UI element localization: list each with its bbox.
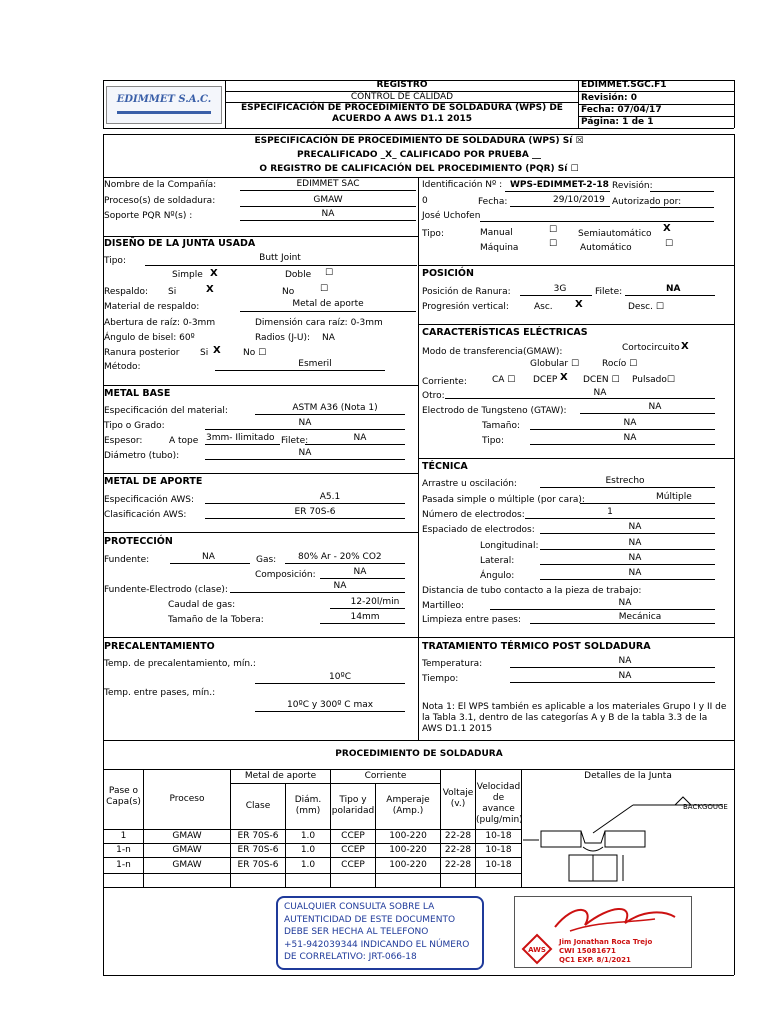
automatic-checkbox[interactable]: ☐ [665, 239, 674, 249]
other-value: NA [593, 388, 607, 398]
longitudinal-label: Longitudinal: [480, 541, 539, 551]
doc-code: EDIMMET.SGC.F1 [581, 80, 667, 90]
revision-label: Revisión: [612, 181, 653, 191]
stamp-line-3: DEBE SER HECHA AL TELEFONO [284, 927, 429, 937]
backing-material-value: Metal de aporte [292, 299, 364, 309]
backing-no-label: No [282, 287, 295, 297]
cell-diameter: 1.0 [300, 831, 316, 841]
cell-amperage: 100-220 [389, 831, 427, 841]
preheat-min-value: 10ºC [329, 672, 351, 682]
weave-label: Arrastre u oscilación: [422, 479, 517, 489]
stamp-line-1: CUALQUIER CONSULTA SOBRE LA [284, 902, 435, 912]
back-groove-label: Ranura posterior [104, 348, 180, 358]
angle-label: Ángulo: [480, 571, 515, 581]
inspector-stamp [514, 896, 692, 968]
backing-label: Respaldo: [104, 287, 149, 297]
pwht-time-label: Tiempo: [422, 674, 459, 684]
double-checkbox[interactable]: ☐ [325, 268, 334, 278]
cell-speed: 10-18 [485, 860, 512, 870]
method-label: Método: [104, 362, 141, 372]
cell-voltage: 22-28 [444, 831, 472, 841]
lateral-value: NA [628, 553, 642, 563]
angle-value: NA [628, 568, 642, 578]
thickness-label: Espesor: [104, 436, 143, 446]
root-pass [583, 847, 603, 851]
banner-line-3: O REGISTRO DE CALIFICACIÓN DEL PROCEDIMIENTO (PQR) Sí ☐ [259, 164, 579, 174]
tungsten-type-label: Tipo: [482, 436, 504, 446]
cell-diameter: 1.0 [300, 845, 316, 855]
material-spec-label: Especificación del material: [104, 406, 228, 416]
backgouge-label: BACKGOUGE [683, 803, 728, 811]
cell-voltage: 22-28 [444, 845, 472, 855]
groove-thickness-label: A tope [169, 436, 199, 446]
tungsten-type-value: NA [623, 433, 637, 443]
process-label: Proceso(s) de soldadura: [104, 196, 216, 206]
revision-value: 0 [422, 196, 428, 206]
filler-metal-title: METAL DE APORTE [104, 476, 203, 487]
electrode-count-label: Número de electrodos: [422, 510, 525, 520]
position-title: POSICIÓN [422, 268, 474, 279]
gas-label: Gas: [256, 555, 277, 565]
semiautomatic-label: Semiautomático [578, 229, 652, 239]
aws-class-label: Clasificación AWS: [104, 510, 187, 520]
pwht-title: TRATAMIENTO TÉRMICO POST SOLDADURA [422, 641, 651, 652]
ctwd-label: Distancia de tubo contacto a la pieza de trabajo: [422, 586, 642, 596]
aws-logo-text: AWS [528, 946, 546, 954]
transfer-mode-label: Modo de transferencia(GMAW): [422, 347, 563, 357]
cell-class: ER 70S-6 [237, 860, 279, 870]
cell-pass: 1-n [116, 860, 131, 870]
cell-process: GMAW [172, 845, 202, 855]
type-label: Tipo: [422, 229, 444, 239]
doc-page: Página: 1 de 1 [581, 117, 654, 127]
col-filler: Metal de aporte [244, 771, 317, 781]
electrode-spacing-label: Espaciado de electrodos: [422, 525, 535, 535]
root-opening: Abertura de raíz: 0-3mm [104, 318, 216, 328]
fillet-thickness-label: Filete: [281, 436, 309, 446]
spray-option[interactable]: Rocío ☐ [602, 359, 638, 369]
flux-label: Fundente: [104, 555, 150, 565]
logo-text: EDIMMET S.A.C. [116, 94, 212, 105]
signature-underline [570, 919, 655, 931]
groove-position-label: Posición de Ranura: [422, 287, 511, 297]
procedure-title: PROCEDIMIENTO DE SOLDADURA [335, 749, 503, 759]
nozzle-size-value: 14mm [350, 612, 380, 622]
gas-flow-label: Caudal de gas: [168, 600, 236, 610]
current-label: Corriente: [422, 377, 467, 387]
electrical-title: CARACTERÍSTICAS ELÉCTRICAS [422, 327, 588, 338]
cell-class: ER 70S-6 [237, 831, 279, 841]
col-joint-details: Detalles de la Junta [584, 771, 672, 781]
joint-detail-drawing [523, 785, 733, 885]
cell-speed: 10-18 [485, 845, 512, 855]
registro-label: REGISTRO [376, 80, 428, 90]
electrode-count-value: 1 [607, 507, 613, 517]
material-spec-value: ASTM A36 (Nota 1) [292, 403, 378, 413]
interpass-value: 10ºC y 300º C max [287, 700, 374, 710]
backing-yes-mark[interactable]: X [206, 284, 214, 295]
vertical-progression-label: Progresión vertical: [422, 302, 509, 312]
aws-class-value: ER 70S-6 [294, 507, 336, 517]
cell-speed: 10-18 [485, 831, 512, 841]
ac-option[interactable]: CA ☐ [492, 375, 516, 385]
machine-checkbox[interactable]: ☐ [549, 239, 558, 249]
tungsten-label: Electrodo de Tungsteno (GTAW): [422, 406, 567, 416]
plate-left [541, 831, 581, 847]
short-circuit-label: Cortocircuito [622, 343, 680, 353]
cell-amperage: 100-220 [389, 845, 427, 855]
flux-value: NA [202, 552, 215, 562]
note-1: Nota 1: El WPS también es aplicable a los materiales Grupo I y II de la Tabla 3.1, dentro de las categorías A y B de la tabla 3.3 de la AWS D1.1 2015 [422, 702, 727, 734]
manual-label: Manual [480, 228, 513, 238]
cell-polarity: CCEP [341, 831, 365, 841]
groove-thickness-value: 3mm- Ilimitado [206, 433, 275, 443]
col-diameter: Diám. (mm) [294, 795, 322, 816]
banner-line-2: PRECALIFICADO _X_ CALIFICADO POR PRUEBA __ [297, 150, 541, 160]
pwht-temp-value: NA [618, 656, 632, 666]
company-name-label: Nombre de la Compañía: [104, 180, 217, 190]
joint-type-label: Tipo: [104, 256, 126, 266]
authorized-value: José Uchofen [422, 211, 481, 221]
process-value: GMAW [313, 195, 343, 205]
grade-value: NA [298, 418, 312, 428]
preheat-title: PRECALENTAMIENTO [104, 641, 215, 652]
date-value: 29/10/2019 [553, 195, 605, 205]
backing-material-label: Material de respaldo: [104, 302, 200, 312]
col-voltage: Voltaje (v.) [442, 788, 474, 809]
inspector-qc1: QC1 EXP. 8/1/2021 [559, 956, 631, 964]
inspector-name: Jim Jonathan Roca Trejo [559, 938, 653, 946]
simple-label: Simple [172, 270, 203, 280]
shielding-title: PROTECCIÓN [104, 536, 173, 547]
ascending-label: Asc. [534, 302, 553, 312]
interpass-label: Temp. entre pases, mín.: [104, 688, 216, 698]
simple-mark[interactable]: X [210, 268, 218, 279]
pqr-support-value: NA [321, 209, 335, 219]
radius-value: NA [322, 333, 335, 343]
base-metal-title: METAL BASE [104, 388, 171, 399]
pass-value: Múltiple [656, 492, 692, 502]
radius-label: Radios (J-U): [255, 333, 311, 343]
cleaning-label: Limpieza entre pases: [422, 615, 521, 625]
grade-label: Tipo o Grado: [104, 421, 165, 431]
col-speed: Velocidad de avance (pulg/min) [476, 782, 523, 825]
diameter-label: Diámetro (tubo): [104, 451, 180, 461]
pqr-support-label: Soporte PQR Nº(s) : [104, 211, 193, 221]
verification-stamp [276, 896, 484, 970]
pass-label: Pasada simple o múltiple (por cara): [422, 495, 585, 505]
cell-diameter: 1.0 [300, 860, 316, 870]
globular-option[interactable]: Globular ☐ [530, 359, 580, 369]
tungsten-value: NA [648, 402, 662, 412]
gas-flow-value: 12-20l/min [350, 597, 400, 607]
cleaning-value: Mecánica [618, 612, 662, 622]
technique-title: TÉCNICA [422, 461, 468, 472]
logo-bar [117, 111, 211, 114]
id-label: Identificación Nº : [422, 180, 503, 190]
root-face: Dimensión cara raíz: 0-3mm [255, 318, 383, 328]
method-value: Esmeril [298, 359, 332, 369]
composition-value: NA [353, 567, 367, 577]
nozzle-size-label: Tamaño de la Tobera: [168, 615, 264, 625]
lateral-label: Lateral: [480, 556, 515, 566]
gas-value: 80% Ar - 20% CO2 [298, 552, 382, 562]
company-logo [106, 86, 222, 124]
doc-revision: Revisión: 0 [581, 93, 638, 103]
other-label: Otro: [422, 391, 445, 401]
groove-position-value: 3G [553, 284, 567, 294]
fillet-label: Filete: [595, 287, 623, 297]
short-circuit-mark[interactable]: X [681, 341, 689, 352]
plate-right [605, 831, 645, 847]
preheat-min-label: Temp. de precalentamiento, mín.: [104, 659, 256, 669]
col-process: Proceso [169, 794, 205, 804]
inspector-cwi: CWI 15081671 [559, 947, 616, 955]
authorized-label: Autorizado por: [612, 197, 682, 207]
diameter-value: NA [298, 448, 312, 458]
double-label: Doble [285, 270, 312, 280]
backing-yes-label: Si [168, 287, 177, 297]
longitudinal-value: NA [628, 538, 642, 548]
composition-label: Composición: [255, 570, 316, 580]
back-groove-no[interactable]: No ☐ [243, 348, 267, 358]
col-class: Clase [245, 801, 271, 811]
cell-amperage: 100-220 [389, 860, 427, 870]
cell-class: ER 70S-6 [237, 845, 279, 855]
cell-pass: 1-n [116, 845, 131, 855]
col-amperage: Amperaje (Amp.) [386, 795, 430, 816]
descending-label[interactable]: Desc. ☐ [628, 302, 664, 312]
size-label: Tamaño: [482, 421, 521, 431]
backing-no-checkbox[interactable]: ☐ [320, 284, 329, 294]
stamp-line-4: +51-942039344 INDICANDO EL NÚMERO [284, 939, 470, 950]
electrode-spacing-value: NA [628, 522, 642, 532]
pwht-time-value: NA [618, 671, 632, 681]
back-groove-yes: Si [200, 348, 209, 358]
arrow-line [593, 805, 633, 833]
id-value: WPS-EDIMMET-2-18 [510, 180, 609, 190]
semiautomatic-mark[interactable]: X [663, 223, 671, 234]
cell-polarity: CCEP [341, 845, 365, 855]
fillet-thickness-value: NA [353, 433, 367, 443]
stamp-line-5: DE CORRELATIVO: JRT-066-18 [284, 952, 417, 962]
doc-date: Fecha: 07/04/17 [581, 105, 662, 115]
automatic-label: Automático [580, 243, 632, 253]
joint-design-title: DISEÑO DE LA JUNTA USADA [104, 238, 256, 249]
peening-label: Martilleo: [422, 601, 465, 611]
groove-angle: Ángulo de bisel: 60º [104, 333, 195, 343]
cell-process: GMAW [172, 860, 202, 870]
cell-voltage: 22-28 [444, 860, 472, 870]
cell-process: GMAW [172, 831, 202, 841]
col-pass: Pase o Capa(s) [106, 786, 141, 807]
dcep-label: DCEP [533, 375, 558, 385]
manual-checkbox[interactable]: ☐ [549, 225, 558, 235]
peening-value: NA [618, 598, 632, 608]
joint-type-value: Butt Joint [259, 253, 301, 263]
banner-line-1: ESPECIFICACIÓN DE PROCEDIMIENTO DE SOLDADURA (WPS) Sí ☒ [254, 136, 584, 146]
aws-spec-label: Especificación AWS: [104, 495, 195, 505]
stamp-line-2: AUTENTICIDAD DE ESTE DOCUMENTO [284, 914, 456, 925]
flux-electrode-value: NA [333, 581, 347, 591]
dcen-option[interactable]: DCEN ☐ [583, 375, 620, 385]
pulsed-option[interactable]: Pulsado☐ [632, 375, 675, 385]
flux-electrode-label: Fundente-Electrodo (clase): [104, 585, 228, 595]
doc-title-2: ACUERDO A AWS D1.1 2015 [331, 114, 472, 124]
company-name-value: EDIMMET SAC [296, 179, 360, 189]
size-value: NA [623, 418, 637, 428]
col-current: Corriente [364, 771, 407, 781]
ascending-mark[interactable]: X [575, 299, 583, 310]
doc-title-1: ESPECIFICACIÓN DE PROCEDIMIENTO DE SOLDADURA (WPS) DE [241, 103, 563, 113]
cell-polarity: CCEP [341, 860, 365, 870]
signature-stroke [555, 909, 675, 927]
back-groove-mark[interactable]: X [213, 345, 221, 356]
machine-label: Máquina [480, 243, 519, 253]
pwht-temp-label: Temperatura: [422, 659, 483, 669]
weave-value: Estrecho [605, 476, 645, 486]
date-label: Fecha: [478, 197, 508, 207]
aws-spec-value: A5.1 [319, 492, 341, 502]
col-polarity: Tipo y polaridad [331, 795, 375, 816]
control-label: CONTROL DE CALIDAD [350, 92, 454, 102]
dcep-mark[interactable]: X [560, 372, 568, 383]
cell-pass: 1 [120, 831, 127, 841]
fillet-value: NA [666, 284, 681, 294]
